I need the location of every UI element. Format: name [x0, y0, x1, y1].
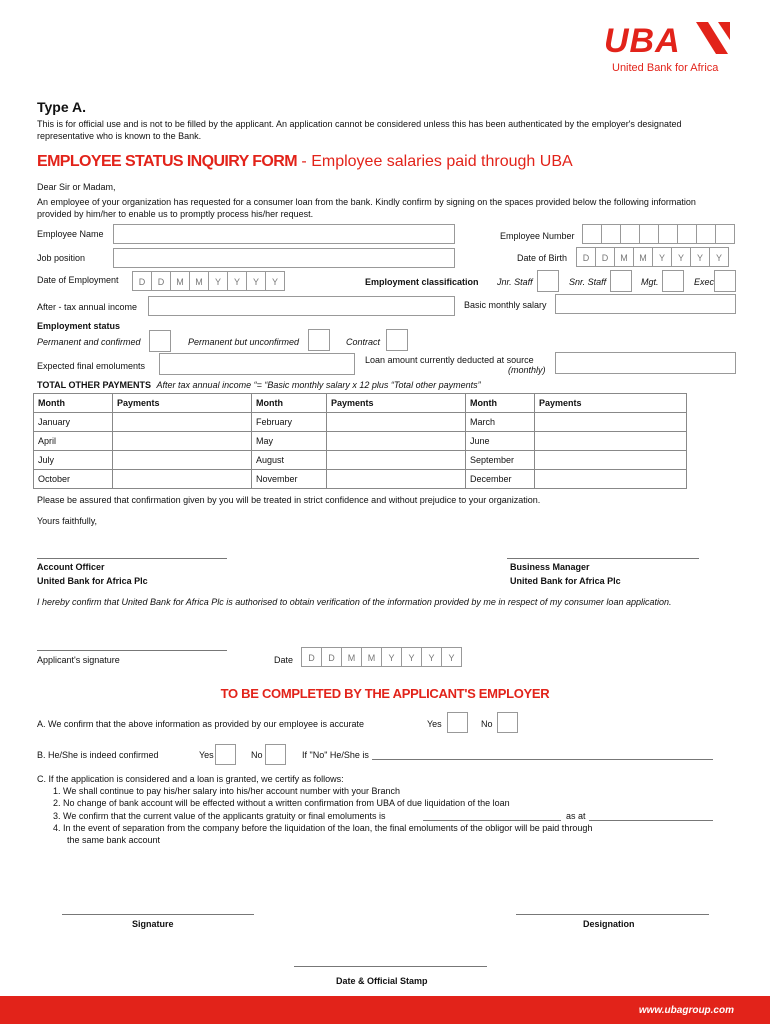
as-at-line[interactable] — [589, 820, 713, 821]
applicant-date-field[interactable] — [302, 647, 462, 667]
digit-cell[interactable] — [696, 224, 716, 244]
b-yes-label: Yes — [199, 750, 214, 760]
table-row — [34, 470, 687, 489]
doe-cell[interactable]: Y — [208, 271, 228, 291]
date-cell[interactable]: M — [341, 647, 362, 667]
employer-item-a: A. We confirm that the above information as provided by our employee is accurate — [37, 719, 365, 729]
employer-item-b: B. He/She is indeed confirmed — [37, 750, 159, 760]
applicant-signature-line[interactable] — [37, 650, 227, 651]
dob-cell[interactable]: Y — [709, 247, 729, 267]
permanent-unconfirmed-checkbox[interactable] — [308, 329, 330, 351]
expected-emoluments-field[interactable] — [159, 353, 355, 375]
classification-label: Employment classification — [365, 277, 479, 287]
permanent-confirmed-label: Permanent and confirmed — [37, 337, 141, 347]
payment-cell[interactable] — [535, 451, 687, 470]
page-title — [37, 153, 573, 171]
stamp-label: Date & Official Stamp — [336, 976, 428, 986]
payment-cell[interactable] — [535, 432, 687, 451]
title-sub: - Employee salaries paid through UBA — [296, 153, 573, 170]
month-cell: February — [252, 413, 327, 432]
payment-cell[interactable] — [113, 413, 252, 432]
table-row — [34, 413, 687, 432]
digit-cell[interactable] — [582, 224, 602, 244]
date-cell[interactable]: D — [321, 647, 342, 667]
item-c2: 2. No change of bank account will be effected without a written confirmation from UBA of due liquidation of the loan — [53, 798, 510, 808]
month-cell: May — [252, 432, 327, 451]
stamp-line[interactable] — [294, 966, 487, 967]
doe-cell[interactable]: Y — [246, 271, 266, 291]
digit-cell[interactable] — [658, 224, 678, 244]
dob-cell[interactable]: Y — [652, 247, 672, 267]
logo-mark-icon — [692, 20, 734, 58]
digit-cell[interactable] — [601, 224, 621, 244]
employee-number-label: Employee Number — [500, 231, 575, 241]
basic-monthly-field[interactable] — [555, 294, 736, 314]
after-tax-label: After - tax annual income — [37, 302, 138, 312]
total-other-label: TOTAL OTHER PAYMENTS — [37, 380, 152, 390]
snr-staff-label: Snr. Staff — [569, 277, 607, 287]
officer-signature-line — [37, 558, 227, 559]
form-type: Type A. — [37, 99, 87, 115]
uba-logo — [604, 20, 734, 60]
manager-signature-line — [507, 558, 699, 559]
applicant-signature-label: Applicant's signature — [37, 655, 120, 665]
table-row — [34, 432, 687, 451]
footer-bar — [0, 996, 770, 1024]
month-cell: October — [34, 470, 113, 489]
total-other-note: After tax annual income “= “Basic monthly salary x 12 plus “Total other payments” — [156, 380, 481, 390]
employer-signature-line[interactable] — [62, 914, 254, 915]
employee-number-field[interactable] — [583, 224, 735, 244]
if-no-line[interactable] — [372, 759, 713, 760]
b-no-checkbox[interactable] — [265, 744, 286, 765]
payment-cell[interactable] — [113, 451, 252, 470]
dob-field[interactable] — [577, 247, 729, 267]
month-cell: September — [466, 451, 535, 470]
officer-title: Account Officer — [37, 562, 105, 572]
if-no-label: If "No" He/She is — [302, 750, 369, 760]
a-yes-label: Yes — [427, 719, 442, 729]
dob-label: Date of Birth — [517, 253, 568, 263]
designation-label: Designation — [583, 919, 635, 929]
month-cell: June — [466, 432, 535, 451]
table-header-row — [34, 394, 687, 413]
mgt-label: Mgt. — [641, 277, 659, 287]
payment-cell[interactable] — [327, 451, 466, 470]
doe-cell[interactable]: Y — [227, 271, 247, 291]
a-yes-checkbox[interactable] — [447, 712, 468, 733]
salutation: Dear Sir or Madam, — [37, 182, 116, 192]
table-row — [34, 451, 687, 470]
month-cell: August — [252, 451, 327, 470]
permanent-confirmed-checkbox[interactable] — [149, 330, 171, 352]
contract-label: Contract — [346, 337, 381, 347]
date-cell[interactable]: D — [301, 647, 322, 667]
as-at-label: as at — [566, 811, 586, 821]
gratuity-value-line[interactable] — [423, 820, 561, 821]
dob-cell[interactable]: M — [633, 247, 653, 267]
job-position-label: Job position — [37, 253, 86, 263]
total-other-row — [37, 380, 481, 390]
month-cell: July — [34, 451, 113, 470]
dob-cell[interactable]: M — [614, 247, 634, 267]
payment-cell[interactable] — [327, 470, 466, 489]
date-cell[interactable]: M — [361, 647, 382, 667]
designation-line[interactable] — [516, 914, 709, 915]
header-month: Month — [34, 394, 113, 413]
doe-cell[interactable]: M — [170, 271, 190, 291]
assurance-text: Please be assured that confirmation given by you will be treated in strict confidence and without prejudice to your organization. — [37, 495, 541, 505]
header-month: Month — [252, 394, 327, 413]
jnr-staff-checkbox[interactable] — [537, 270, 559, 292]
dob-cell[interactable]: Y — [690, 247, 710, 267]
after-tax-field[interactable] — [148, 296, 455, 316]
authorisation-text: I hereby confirm that United Bank for Africa Plc is authorised to obtain verification of the information provided by me in respect of my consumer loan application. — [37, 597, 672, 607]
employer-item-c: C. If the application is considered and a loan is granted, we certify as follows: — [37, 774, 344, 784]
item-c3: 3. We confirm that the current value of the applicants gratuity or final emoluments is — [53, 811, 386, 821]
item-c4-cont: the same bank account — [67, 835, 161, 845]
a-no-checkbox[interactable] — [497, 712, 518, 733]
payment-cell[interactable] — [113, 470, 252, 489]
employer-signature-label: Signature — [132, 919, 174, 929]
employee-name-label: Employee Name — [37, 229, 104, 239]
expected-emoluments-label: Expected final emoluments — [37, 361, 146, 371]
permanent-unconfirmed-label: Permanent but unconfirmed — [188, 337, 300, 347]
payment-cell[interactable] — [113, 432, 252, 451]
digit-cell[interactable] — [715, 224, 735, 244]
month-cell: January — [34, 413, 113, 432]
doe-cell[interactable]: Y — [265, 271, 285, 291]
yours-faithfully: Yours faithfully, — [37, 516, 98, 526]
loan-deducted-label: Loan amount currently deducted at source — [365, 355, 534, 365]
applicant-date-label: Date — [274, 655, 294, 665]
payments-table — [33, 393, 687, 489]
employer-heading: TO BE COMPLETED BY THE APPLICANT'S EMPLOYER — [220, 686, 550, 701]
loan-deducted-field[interactable] — [555, 352, 736, 374]
exec-label: Exec — [694, 277, 715, 287]
digit-cell[interactable] — [639, 224, 659, 244]
manager-title: Business Manager — [510, 562, 590, 572]
payment-cell[interactable] — [327, 413, 466, 432]
dob-cell[interactable]: Y — [671, 247, 691, 267]
website-link[interactable]: www.ubagroup.com — [638, 1005, 734, 1016]
manager-org: United Bank for Africa Plc — [510, 576, 621, 586]
doe-cell[interactable]: D — [151, 271, 171, 291]
payment-cell[interactable] — [535, 413, 687, 432]
mgt-checkbox[interactable] — [662, 270, 684, 292]
item-c4: 4. In the event of separation from the company before the liquidation of the loan, the final emoluments of the obligor will be paid through — [53, 823, 593, 833]
month-cell: March — [466, 413, 535, 432]
doe-label: Date of Employment — [37, 275, 119, 285]
date-cell[interactable]: Y — [441, 647, 462, 667]
basic-monthly-label: Basic monthly salary — [464, 300, 547, 310]
header-payments: Payments — [327, 394, 466, 413]
date-cell[interactable]: Y — [381, 647, 402, 667]
doe-cell[interactable]: M — [189, 271, 209, 291]
month-cell: December — [466, 470, 535, 489]
employment-status-label: Employment status — [37, 321, 121, 331]
header-payments: Payments — [535, 394, 687, 413]
b-yes-checkbox[interactable] — [215, 744, 236, 765]
a-no-label: No — [481, 719, 493, 729]
title-main: EMPLOYEE STATUS INQUIRY FORM — [37, 153, 297, 170]
jnr-staff-label: Jnr. Staff — [497, 277, 533, 287]
officer-org: United Bank for Africa Plc — [37, 576, 148, 586]
dob-cell[interactable]: D — [595, 247, 615, 267]
dob-cell[interactable]: D — [576, 247, 596, 267]
payment-cell[interactable] — [327, 432, 466, 451]
digit-cell[interactable] — [620, 224, 640, 244]
date-cell[interactable]: Y — [421, 647, 442, 667]
snr-staff-checkbox[interactable] — [610, 270, 632, 292]
logo-text: UBA — [604, 22, 681, 60]
payment-cell[interactable] — [535, 470, 687, 489]
loan-monthly-label: (monthly) — [508, 365, 546, 375]
exec-checkbox[interactable] — [714, 270, 736, 292]
item-c1: 1. We shall continue to pay his/her salary into his/her account number with your Branch — [53, 786, 401, 796]
month-cell: November — [252, 470, 327, 489]
doe-cell[interactable]: D — [132, 271, 152, 291]
official-notice: This is for official use and is not to be filled by the applicant. An application cannot be considered unless this has been authenticated by the employer's designated representative who is known to the Bank. — [37, 119, 682, 141]
header-month: Month — [466, 394, 535, 413]
contract-checkbox[interactable] — [386, 329, 408, 351]
date-cell[interactable]: Y — [401, 647, 422, 667]
month-cell: April — [34, 432, 113, 451]
job-position-field[interactable] — [113, 248, 455, 268]
intro-text: An employee of your organization has requested for a consumer loan from the bank. Kindly confirm by signing on the spaces provided below the following information provided by him/her to enable us to promptly process his/her request. — [37, 197, 696, 219]
logo-tagline: United Bank for Africa — [612, 62, 719, 74]
header-payments: Payments — [113, 394, 252, 413]
doe-field[interactable] — [133, 271, 285, 291]
b-no-label: No — [251, 750, 263, 760]
digit-cell[interactable] — [677, 224, 697, 244]
employee-name-field[interactable] — [113, 224, 455, 244]
